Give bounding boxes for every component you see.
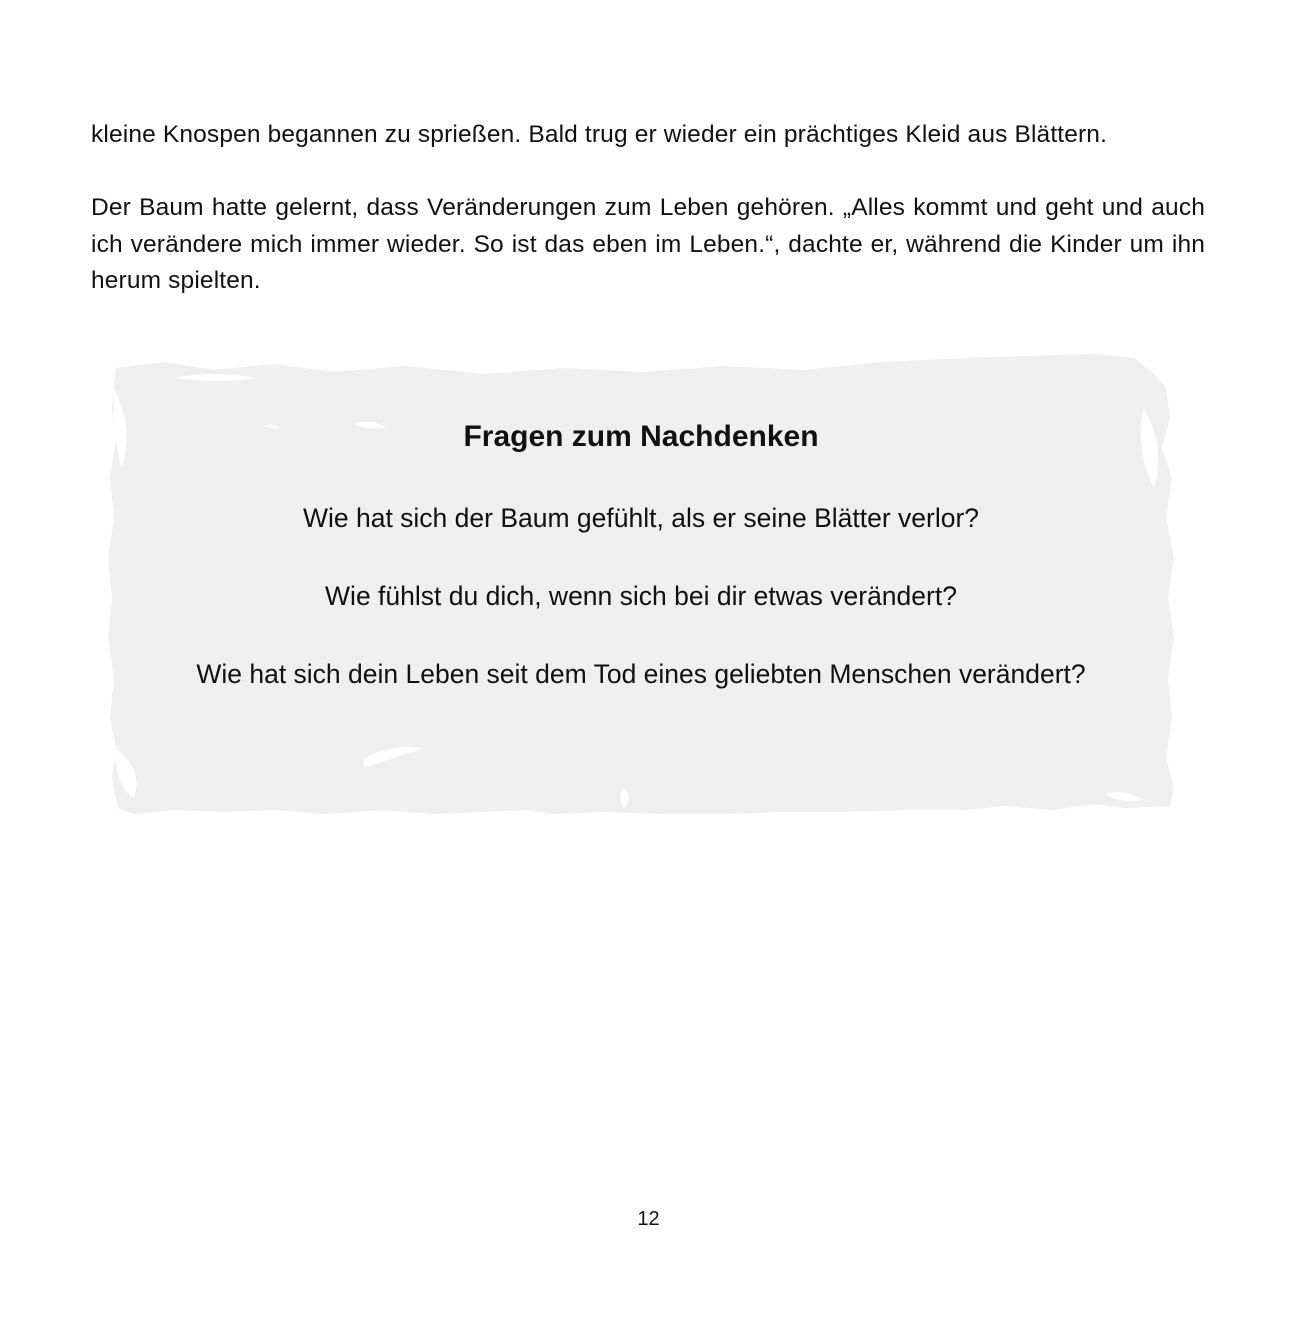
reflection-question-3: Wie hat sich dein Leben seit dem Tod eines geliebten Menschen verändert? [196,659,1086,689]
paragraph-1: kleine Knospen begannen zu sprießen. Bald trug er wieder ein prächtiges Kleid aus Blättern. [91,121,1108,148]
paragraph-2: Der Baum hatte gelernt, dass Veränderungen zum Leben gehören. „Alles kommt und geht und auch ich verändere mich immer wieder. So ist das eben im Leben.“, dachte er, während die Kinder um ihn herum spielten. [91,194,1205,294]
reflection-question-2: Wie fühlst du dich, wenn sich bei dir etwas verändert? [325,581,957,611]
page-number: 12 [637,1208,660,1230]
reflection-box [104,348,1178,820]
reflection-question-1: Wie hat sich der Baum gefühlt, als er seine Blätter verlor? [302,503,980,533]
reflection-box-content [104,348,1178,820]
reflection-box-title: Fragen zum Nachdenken [463,420,819,453]
